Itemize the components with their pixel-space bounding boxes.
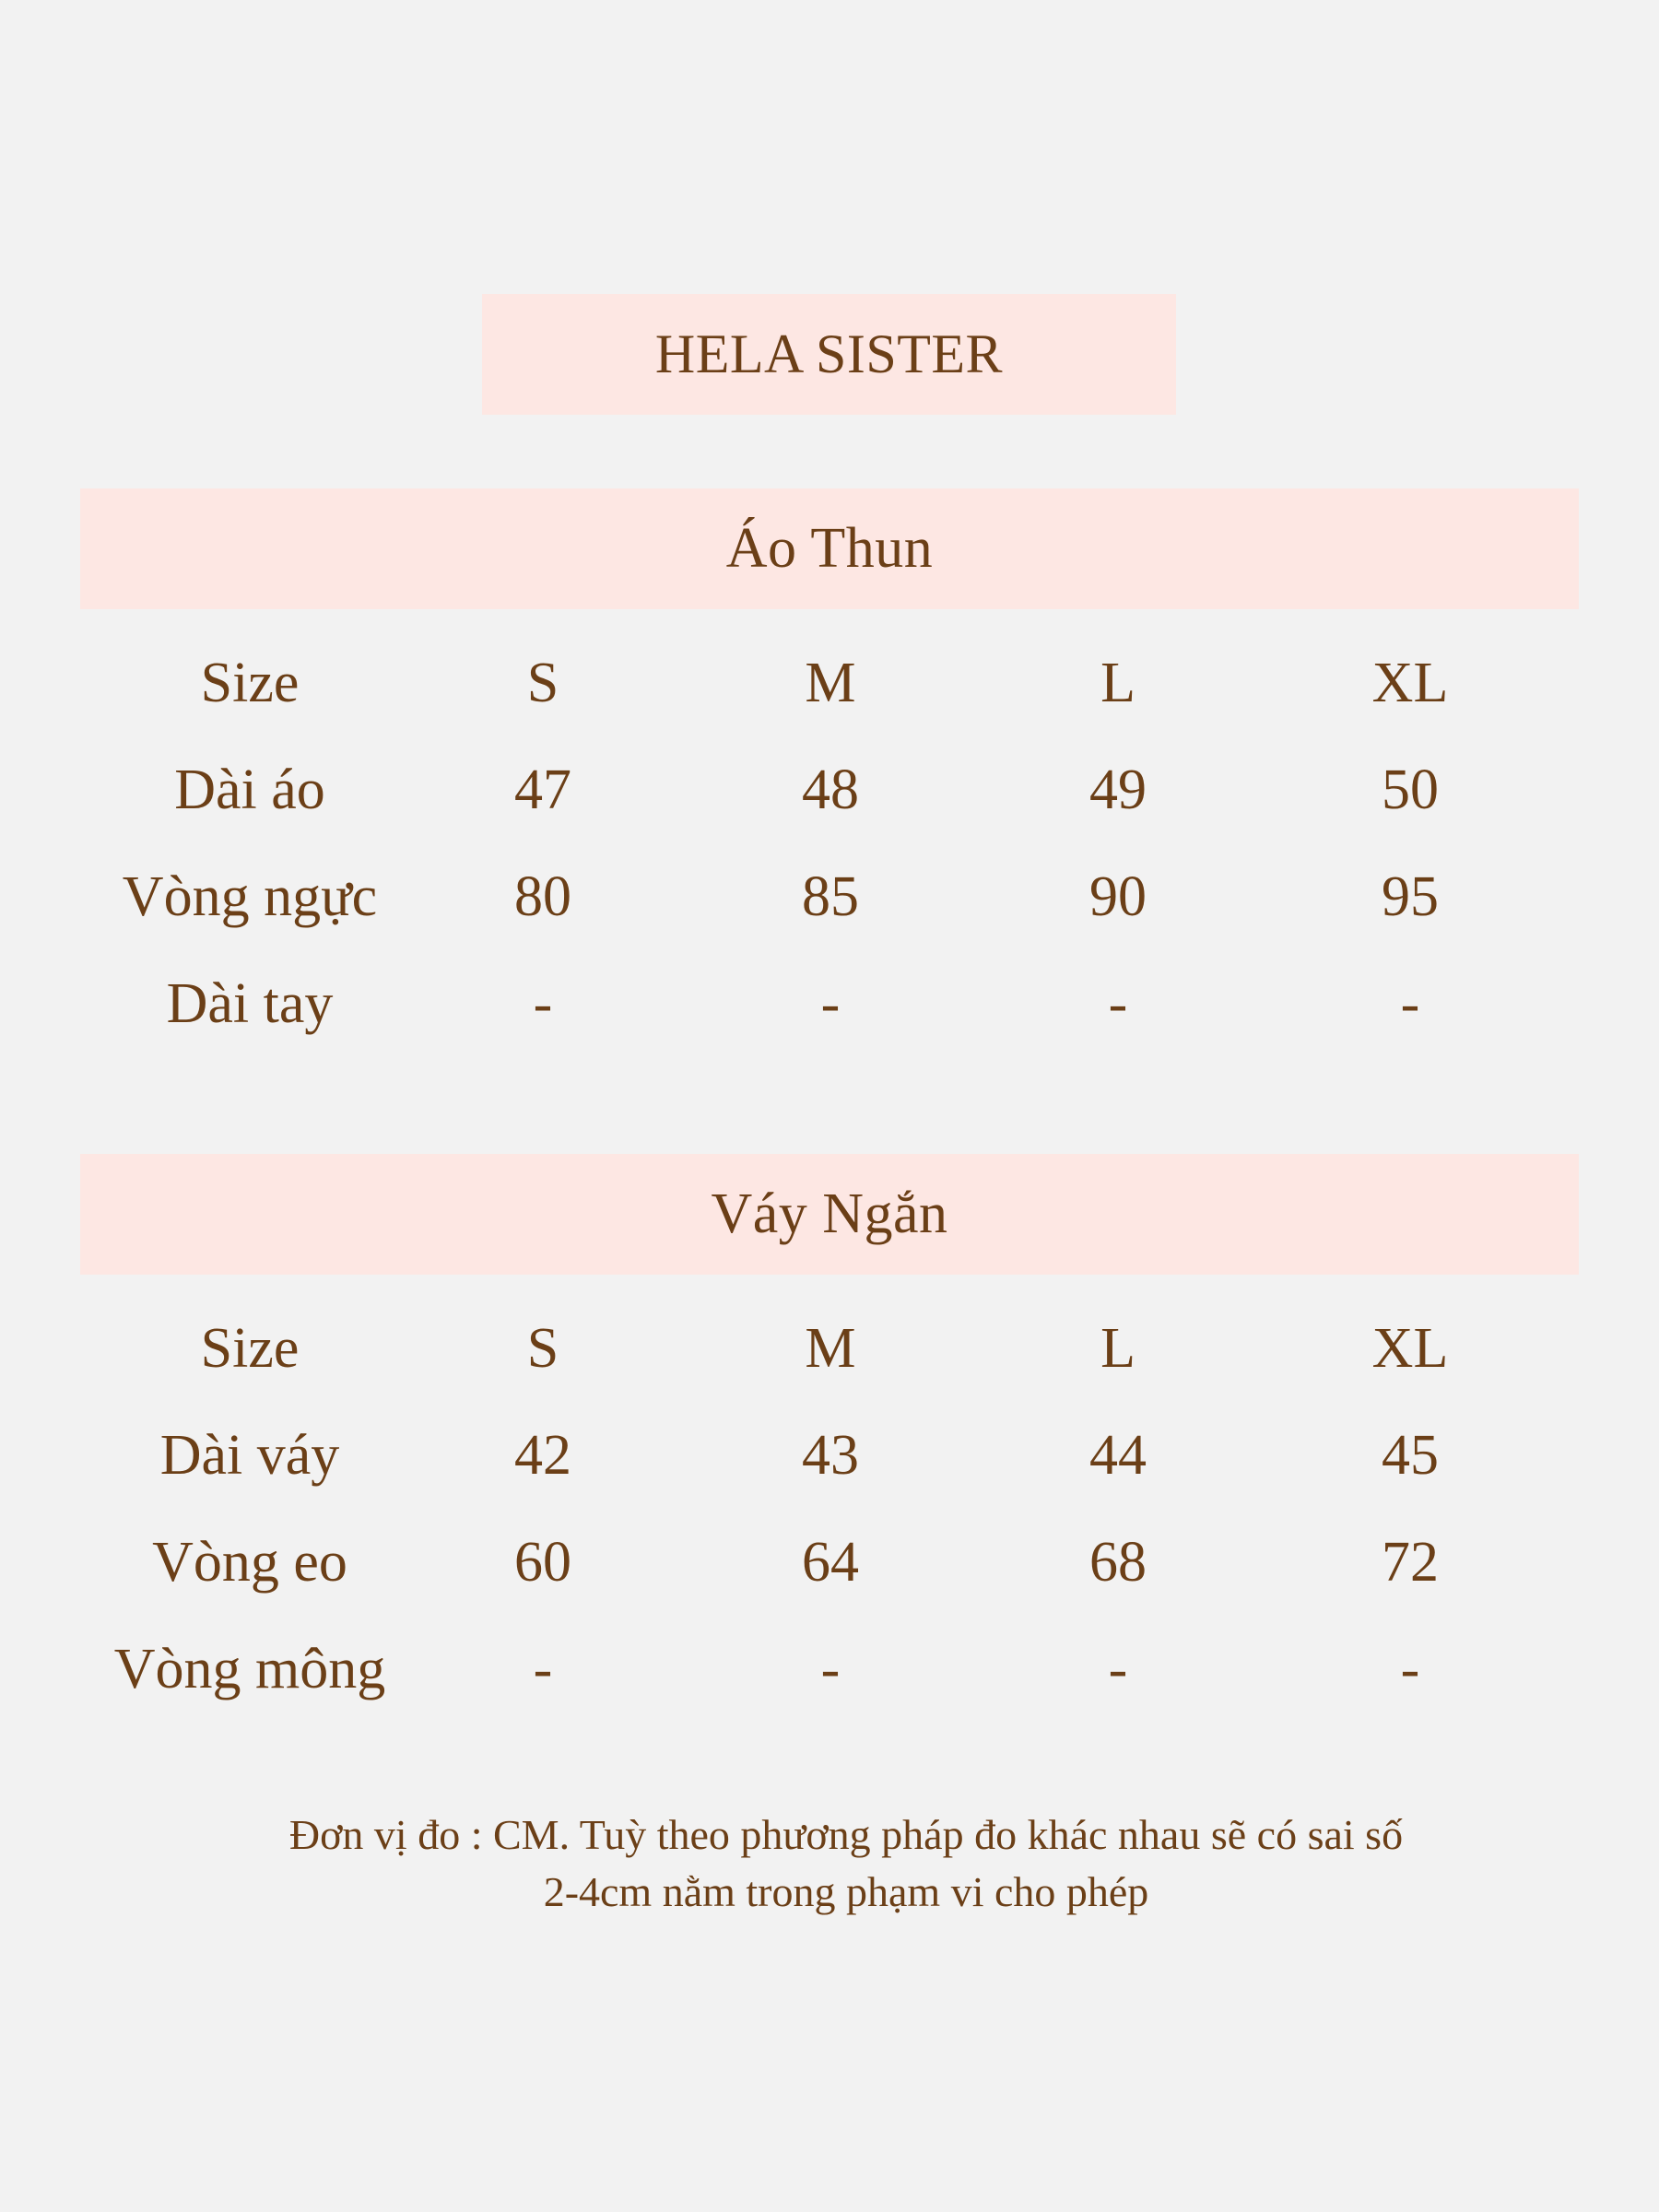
- table-cell: 45: [1382, 1423, 1439, 1487]
- size-header-s: S: [526, 1316, 559, 1380]
- row-label: Size: [200, 651, 300, 714]
- table-cell: -: [1108, 1637, 1128, 1700]
- row-label: Vòng mông: [113, 1637, 386, 1700]
- section-title: Áo Thun: [725, 517, 934, 580]
- row-label: Vòng eo: [152, 1530, 347, 1594]
- table-row: [80, 1509, 1579, 1616]
- table-cell: -: [1400, 971, 1420, 1035]
- section-title: Váy Ngắn: [711, 1182, 948, 1245]
- table-cell: 49: [1089, 758, 1147, 821]
- table-cell: 44: [1089, 1423, 1147, 1487]
- section-vay-ngan-banner: [80, 1154, 1579, 1275]
- table-cell: 90: [1089, 865, 1147, 928]
- table-cell: -: [1400, 1637, 1420, 1700]
- table-cell: 68: [1089, 1530, 1147, 1594]
- table-row: [80, 1402, 1579, 1509]
- table-cell: 60: [514, 1530, 571, 1594]
- table-cell: 47: [514, 758, 571, 821]
- table-row: [80, 1616, 1579, 1723]
- table-cell: 95: [1382, 865, 1439, 928]
- size-header-l: L: [1100, 651, 1135, 714]
- size-header-l: L: [1100, 1316, 1135, 1380]
- row-label: Dài áo: [174, 758, 325, 821]
- table-cell: -: [820, 1637, 841, 1700]
- table-cell: 64: [802, 1530, 859, 1594]
- table-cell: -: [533, 1637, 553, 1700]
- size-header-m: M: [805, 651, 856, 714]
- measurement-note: [138, 1806, 1554, 1921]
- size-header-xl: XL: [1371, 651, 1449, 714]
- table-cell: -: [533, 971, 553, 1035]
- size-table-vay-ngan: [80, 1295, 1579, 1723]
- table-cell: 50: [1382, 758, 1439, 821]
- size-header-xl: XL: [1371, 1316, 1449, 1380]
- table-header-row: [80, 1295, 1579, 1402]
- table-header-row: [80, 629, 1579, 736]
- table-cell: 43: [802, 1423, 859, 1487]
- brand-title: HELA SISTER: [654, 324, 1004, 384]
- note-line-2: 2-4cm nằm trong phạm vi cho phép: [543, 1868, 1149, 1915]
- size-header-s: S: [526, 651, 559, 714]
- row-label: Dài váy: [159, 1423, 340, 1487]
- size-header-m: M: [805, 1316, 856, 1380]
- table-cell: 42: [514, 1423, 571, 1487]
- row-label: Size: [200, 1316, 300, 1380]
- table-cell: 72: [1382, 1530, 1439, 1594]
- row-label: Vòng ngực: [122, 865, 378, 928]
- row-label: Dài tay: [166, 971, 334, 1035]
- note-line-1: Đơn vị đo : CM. Tuỳ theo phương pháp đo khác nhau sẽ có sai số: [288, 1811, 1404, 1858]
- table-cell: 85: [802, 865, 859, 928]
- table-row: [80, 950, 1579, 1057]
- brand-banner: [482, 294, 1176, 415]
- size-table-ao-thun: [80, 629, 1579, 1057]
- table-cell: -: [1108, 971, 1128, 1035]
- table-row: [80, 843, 1579, 950]
- table-cell: 80: [514, 865, 571, 928]
- table-cell: -: [820, 971, 841, 1035]
- section-ao-thun-banner: [80, 488, 1579, 609]
- table-cell: 48: [802, 758, 859, 821]
- table-row: [80, 736, 1579, 843]
